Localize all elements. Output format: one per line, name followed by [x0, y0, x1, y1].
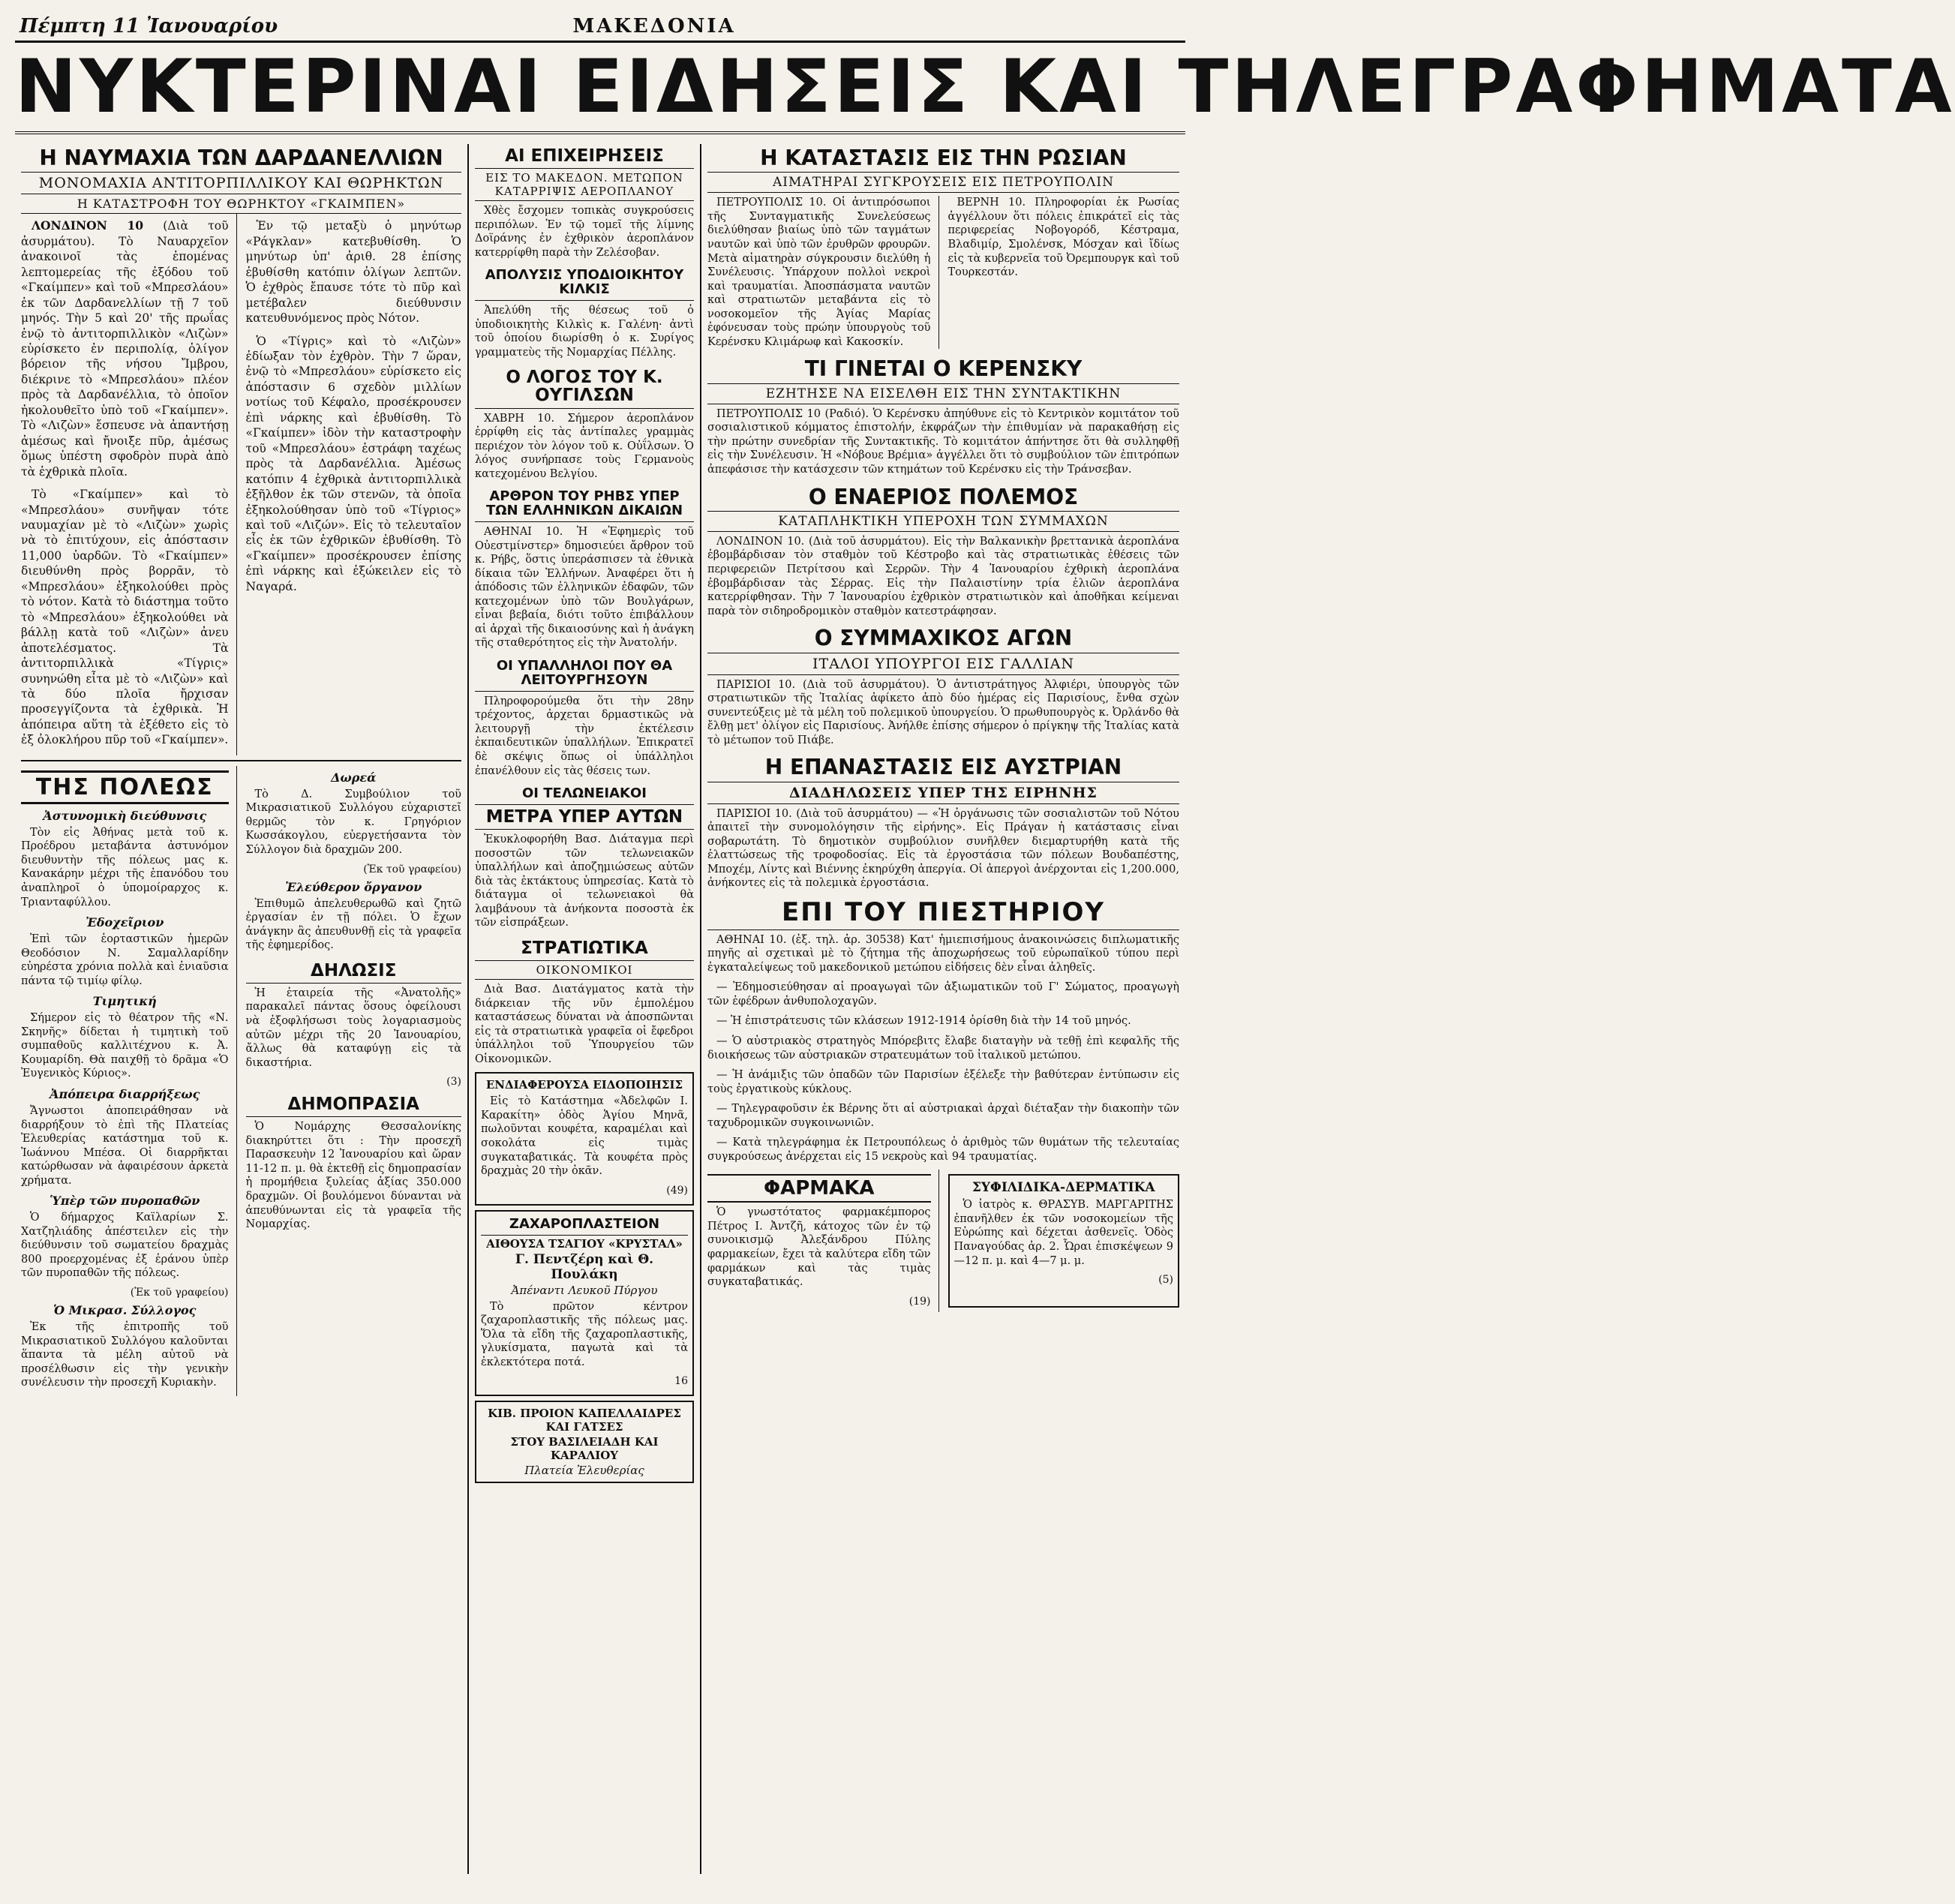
- air-war-subhead: ΚΑΤΑΠΛΗΚΤΙΚΗ ΥΠΕΡΟΧΗ ΤΩΝ ΣΥΜΜΑΧΩΝ: [707, 512, 1179, 532]
- officials-text: Πληροφορούμεθα ὅτι τὴν 28ην τρέχοντος, ἀρχεται δρμαστικῶς νὰ λειτουργῇ τὴν ἐκτέλεσιν ἐκπαιδευτικῶν ὑπαλλήλων. Ἐπικρατεῖ δὲ σκέψις ὅπως οἱ ὑπάλληλοι ἐπανέλθουν εἰς τὰς θέσεις των.: [475, 695, 694, 777]
- ad2-headline: ΖΑΧΑΡΟΠΛΑΣΤΕΙΟΝ: [481, 1215, 688, 1236]
- rubric-free-organ-text: Ἐπιθυμῶ ἀπελευθερωθῶ καὶ ζητῶ ἐργασίαν ἐν τῇ πόλει. Ὁ ἔχων ἀνάγκην ἂς ἀπευθυνθῇ εἰς τὰ γραφεῖα τῆς ἐφημερίδος.: [245, 897, 461, 952]
- rubric-fire-victims-ref: (Ἐκ τοῦ γραφείου): [130, 1287, 229, 1299]
- russia-headline: Η ΚΑΤΑΣΤΑΣΙΣ ΕΙΣ ΤΗΝ ΡΩΣΙΑΝ: [707, 144, 1179, 173]
- press-item: — Τηλεγραφοῦσιν ἐκ Βέρνης ὅτι αἱ αὐστριακαὶ ἀρχαὶ διέταξαν τὴν διακοπὴν τῶν ταχυδρομικῶν συγκοινωνιῶν.: [707, 1103, 1179, 1129]
- ad3-subhead: ΣΤΟΥ ΒΑΣΙΛΕΙΑΔΗ ΚΑΙ ΚΑΡΑΛΙΟΥ: [510, 1435, 659, 1463]
- ad1-text: Εἰς τὸ Κατάστημα «Ἀδελφῶν Ι. Καρακίτη» ὁδὸς Ἁγίου Μηνᾶ, πωλοῦνται κουφέτα, καραμέλαι καὶ σοκολάτα εἰς τιμὰς συγκαταβατικάς. Τὰ κουφέτα πρὸς δραχμὰς 20 τὴν ὀκᾶν.: [481, 1095, 688, 1178]
- ad-hats: [475, 1401, 694, 1483]
- rubric-donation-ref: (Ἐκ τοῦ γραφείου): [363, 863, 461, 875]
- russia-text: ΠΕΤΡΟΥΠΟΛΙΣ 10. Οἱ ἀντιπρόσωποι τῆς Συνταγματικῆς Συνελεύσεως διελύθησαν βιαίως ὑπὸ τῶν ταγμάτων ναυτῶν καὶ ὑπὸ τῶν ἐρυθρῶν φρουρῶν. Μετὰ αἱματηρὰν σύγκρουσιν διελύθη ἡ Συνέλευσις. Ὑπάρχουν πολλοὶ νεκροὶ καὶ τραυματίαι. Ἀποσπάσματα ναυτῶν καὶ στρατιωτῶν μεταβάντα εἰς τὸ νοσοκομεῖον τῆς Ἁγίας Μαρίας ἐφόνευσαν τοὺς πρώην ὑπουργοὺς τοῦ Κερένσκυ Κλιμάρωφ καὶ Κακοσκίν.: [707, 196, 939, 349]
- pharma-headline: ΦΑΡΜΑΚΑ: [707, 1174, 931, 1203]
- subhead-duel: ΜΟΝΟΜΑΧΙΑ ΑΝΤΙΤΟΡΠΙΛΛΙΚΟΥ ΚΑΙ ΘΩΡΗΚΤΩΝ: [21, 173, 461, 194]
- auction-headline: ΔΗΜΟΠΡΑΣΙΑ: [246, 1092, 462, 1117]
- rubric-police-text: Τὸν εἰς Ἀθήνας μετὰ τοῦ κ. Προέδρου μεταβάντα ἀστυνόμον διευθυντὴν τῆς πόλεως μας κ. Κανακάρην μέχρι τῆς ἐπανόδου του ἀναπληροῖ ὁ ὑπομοίραρχος κ. Τριανταφύλλου.: [21, 826, 229, 908]
- kerensky-text: ΠΕΤΡΟΥΠΟΛΙΣ 10 (Ραδιό). Ὁ Κερένσκυ ἀπηύθυνε εἰς τὸ Κεντρικὸν κομιτάτον τοῦ σοσιαλιστικοῦ κόμματος ἐπιστολήν, ἐκφράζων τὴν ἐπιθυμίαν νὰ παρακαθήσῃ εἰς τὴν πρώτην συνεδρίαν τῆς Συντακτικῆς. Τὸ κομιτάτον ἀπήντησε ὅτι θὰ συλληφθῇ εἰς τὴν Συνέλευσιν. Ἡ «Νόβουε Βρέμια» ἀγγέλλει ὅτι τὸ συμβούλιον τῶν ἐπιτρόπων ἀπεφάσισε τὴν κατάσχεσιν τῶν κτημάτων τοῦ Κερένσκυ εἰς τὴν Τράνσεβαν.: [707, 407, 1179, 476]
- naval-article-col-a: [21, 214, 237, 755]
- rubric-burglary: Ἀπόπειρα διαρρήξεως: [50, 1087, 200, 1101]
- press-item: — Ἡ ἐπιστράτευσις τῶν κλάσεων 1912-1914 ὁρίσθη διὰ τὴν 14 τοῦ μηνός.: [716, 1015, 1131, 1028]
- naval-article-col-b: [246, 214, 462, 755]
- columns: [15, 144, 1185, 1874]
- customs-headline: ΟΙ ΤΕΛΩΝΕΙΑΚΟΙ: [475, 784, 694, 805]
- ad3-address: Πλατεία Ἐλευθερίας: [524, 1464, 644, 1478]
- doctor-headline: ΣΥΦΙΛΙΔΙΚΑ-ΔΕΡΜΑΤΙΚΑ: [971, 1180, 1155, 1196]
- pharma-number: (19): [908, 1295, 931, 1308]
- rubric-police: Ἀστυνομικὴ διεύθυνσις: [43, 808, 207, 823]
- rubric-fire-victims: Ὑπὲρ τῶν πυροπαθῶν: [50, 1194, 200, 1209]
- ad-confectionery-notice: [475, 1072, 694, 1205]
- naval-article-p4: Ὁ «Τίγρις» καὶ τὸ «Λιζὼν» ἐδίωξαν τὸν ἐχθρὸν. Τὴν 7 ὥραν, ἐνῷ τὸ «Μπρεσλάου» εὑρίσκετο εἰς ἀπόστασιν 6 σχεδὸν μιλλίων νοτίως τοῦ Κέφαλο, προσέκρουσεν ἐπὶ νάρκης καὶ ἐβυθίσθη. Τὸ «Γκαίμπεν» ἰδὸν τὴν καταστροφὴν τοῦ «Μπρεσλάου» ἐστράφη ταχέως πρὸς τὰ Δαρδανέλλια. Ἀμέσως κατόπιν 4 ἐχθρικὰ ἀντιτορπιλλικὰ ἐξῆλθον ἐκ τῶν στενῶν, τὰ ὁποῖα ἐξηκολούθησαν ὑπὸ τοῦ «Τίγριος» καὶ τοῦ «Λιζών». Εἰς τὸ τελευταῖον εἶς ἐκ τῶν ἐχθρικῶν ἐβυθίσθη. Τὸ «Γκαίμπεν» προσέκρουσεν ἐπίσης ἐπὶ νάρκης καὶ ἐξώκειλεν εἰς τὸ Ναγαρά.: [245, 334, 461, 593]
- issue-date: Πέμπτη 11 Ἰανουαρίου: [20, 15, 278, 38]
- pharma-text: Ὁ γνωστότατος φαρμακέμπορος Πέτρος Ι. Ἀντζῆ, κάτοχος τῶν ἐν τῷ συνοικισμῷ Ἀλεξάνδρου Πύλης φαρμακείων, ἔχει τὰ καλύτερα εἴδη τῶν φαρμάκων καὶ τὰς τιμὰς συγκαταβατικάς.: [707, 1206, 931, 1289]
- ad1-headline: ΕΝΔΙΑΦΕΡΟΥΣΑ ΕΙΔΟΠΟΙΗΣΙΣ: [485, 1078, 683, 1092]
- ad1-number: (49): [666, 1184, 688, 1197]
- military-subhead: ΟΙΚΟΝΟΜΙΚΟΙ: [475, 961, 694, 980]
- city-news: [21, 766, 237, 1396]
- press-item: — Ἐδημοσιεύθησαν αἱ προαγωγαὶ τῶν ἀξιωματικῶν τοῦ Γ' Σώματος, προαγωγὴ τῶν ἐφέδρων ἀνθυπολοχαγῶν.: [707, 981, 1179, 1008]
- divider: [21, 760, 461, 761]
- press-headline: ΕΠΙ ΤΟΥ ΠΙΕΣΤΗΡΙΟΥ: [707, 896, 1179, 930]
- rubric-benefit: Τιμητική: [92, 994, 157, 1009]
- naval-p1-text: (Διὰ τοῦ ἀσυρμάτου). Τὸ Ναυαρχεῖον ἀνακοινοῖ τὰς ἐπομένας λεπτομερείας τῆς ἐξόδου τοῦ «Γκαίμπεν» καὶ τοῦ «Μπρεσλάου» ἐκ τῶν Δαρδανελλίων τῇ 7 τοῦ μηνός. Τὴν 5 καὶ 20' τῆς πρωΐας ἐνῷ τὸ ἀντιτορπιλλικὸν «Λιζὼν» εὑρίσκετο ἐν περιπολίᾳ, ὁλίγον βόρειον τῆς νήσου Ἴμβρου, διέκρινε τὸ «Μπρεσλάου» πλέον πρὸς τὰ Δαρδανέλλια, τὸ ὁποῖον ἠκολουθεῖτο ὑπὸ τοῦ «Γκαίμπεν». Τὸ «Λιζὼν» ἔσπευσε νὰ ἀπαντήσῃ ἀμέσως καὶ ἤνοιξε πῦρ, ἀμέσως ὅμως ὑπέστη σφοδρὸν πυρὰ ἀπὸ τὰ ἐχθρικὰ πλοῖα.: [21, 219, 229, 479]
- customs-text: Ἐκυκλοφορήθη Βασ. Διάταγμα περὶ ποσοστῶν τῶν τελωνειακῶν ὑπαλλήλων καὶ ἀποζημιώσεως αὐτῶν διὰ τὰς ἐκτάκτους ὑπηρεσίας. Κατὰ τὸ διάταγμα οἱ τελωνειακοὶ θὰ λαμβάνουν τὰ ἀνήκοντα ποσοστὰ ἐκ τῶν εἰσπράξεων.: [475, 833, 694, 929]
- subhead-goeben: Η ΚΑΤΑΣΤΡΟΦΗ ΤΟΥ ΘΩΡΗΚΤΟΥ «ΓΚΑΙΜΠΕΝ»: [21, 194, 461, 214]
- press-text: ΑΘΗΝΑΙ 10. (ἐξ. τηλ. ἀρ. 30538) Κατ' ἡμιεπισήμους ἀνακοινώσεις διπλωματικῆς πηγῆς αἱ σχετικαὶ μὲ τὸ ζήτημα τῆς ἀποχωρήσεως τοῦ εὐρωπαϊκοῦ τύπου περὶ ἐγκαταλείψεως τοῦ μακεδονικοῦ μετώπου εἰδήσεις δὲν εἶναι ἀληθεῖς.: [707, 933, 1179, 974]
- ad2-subhead: ΑΙΘΟΥΣΑ ΤΣΑΓΙΟΥ «ΚΡΥΣΤΑΛ»: [486, 1236, 683, 1251]
- rubric-donation: Δωρεά: [331, 770, 377, 785]
- allied-struggle-subhead: ΙΤΑΛΟΙ ΥΠΟΥΡΓΟΙ ΕΙΣ ΓΑΛΛΙΑΝ: [707, 653, 1179, 675]
- ad2-address: Ἀπέναντι Λευκοῦ Πύργου: [511, 1283, 658, 1297]
- austria-subhead: ΔΙΑΔΗΛΩΣΕΙΣ ΥΠΕΡ ΤΗΣ ΕΙΡΗΝΗΣ: [707, 782, 1179, 804]
- operations-headline: ΑΙ ΕΠΙΧΕΙΡΗΣΕΙΣ: [475, 144, 694, 169]
- section-banner: ΝΥΚΤΕΡΙΝΑΙ ΕΙΔΗΣΕΙΣ ΚΑΙ ΤΗΛΕΓΡΑΦΗΜΑΤΑ: [15, 43, 1185, 134]
- operations-text: Χθὲς ἔσχομεν τοπικὰς συγκρούσεις περιπόλων. Ἐν τῷ τομεῖ τῆς λίμνης Δοϊράνης ἐν ἐχθρικὸν ἀεροπλάνον κατερρίφθη παρὰ τὴν Ζελέσοβαν.: [475, 205, 694, 259]
- paper-name: ΜΑΚΕΔΟΝΙΑ: [572, 15, 736, 38]
- operations-subhead: ΕΙΣ ΤΟ ΜΑΚΕΔΟΝ. ΜΕΤΩΠΟΝ ΚΑΤΑΡΡΙΨΙΣ ΑΕΡΟΠΛΑΝΟΥ: [475, 169, 694, 201]
- column-right: [701, 144, 1185, 1874]
- doctor-ad: [948, 1174, 1180, 1307]
- officials-headline: ΟΙ ΥΠΑΛΛΗΛΟΙ ΠΟΥ ΘΑ ΛΕΙΤΟΥΡΓΗΣΟΥΝ: [475, 656, 694, 692]
- auction-text: Ὁ Νομάρχης Θεσσαλονίκης διακηρύττει ὅτι : Τὴν προσεχῆ Παρασκευὴν 12 Ἰανουαρίου καὶ ὥραν 11-12 π. μ. θὰ ἐκτεθῇ εἰς δημοπρασίαν ἡ προμήθεια ξυλείας ἀξίας 350.000 δραχμῶν. Οἱ βουλόμενοι δύνανται νὰ ἀπευθύνωνται εἰς τὰ γραφεῖα τῆς Νομαρχίας.: [245, 1121, 461, 1231]
- austria-text: ΠΑΡΙΣΙΟΙ 10. (Διὰ τοῦ ἀσυρμάτου) — «Ἡ ὀργάνωσις τῶν σοσιαλιστῶν τοῦ Νότου ἀπαιτεῖ τὴν συνομολόγησιν τῆς εἰρήνης». Εἰς Πράγαν ἡ κατάστασις εἶναι σοβαρωτάτη. Τὸ δημοτικὸν συμβούλιον συνῆλθεν διεμαρτυρήθη κατὰ τῆς ἐλαττώσεως τῆς τροφοδοσίας. Εἰς τὰ ἐργοστάσια τῶν πόλεων Βουδαπέστης, Μποχέμ, Λίντς καὶ Βιέννης ἐκηρύχθη ἀπεργία. Οἱ ἀπεργοὶ ἀνέρχονται εἰς 1,200.000, ἀνήκοντες εἰς τὰ πολεμικὰ ἐργοστάσια.: [707, 807, 1179, 890]
- doctor-text: Ὁ ἰατρὸς κ. ΘΡΑΣΥΒ. ΜΑΡΓΑΡΙΤΗΣ ἐπανῆλθεν ἐκ τῶν νοσοκομείων τῆς Εὐρώπης καὶ δέχεται ἀσθενεῖς. Ὁδὸς Παναγούδας ἀρ. 2. Ὧραι ἐπισκέψεων 9—12 π. μ. καὶ 4—7 μ. μ.: [953, 1199, 1173, 1267]
- newspaper-page: [15, 15, 1955, 1874]
- naval-article-p3: Ἐν τῷ μεταξὺ ὁ μηνύτωρ «Ράγκλαν» κατεβυθίσθη. Ὁ μηνύτωρ ὑπ' ἀριθ. 28 ἐπίσης ἐβυθίσθη κατόπιν ὀλίγων λεπτῶν. Ὁ ἐχθρὸς ἔπαυσε τότε τὸ πῦρ καὶ μετέβαλεν διεύθυνσιν κατευθυνόμενος πρὸς Νότον.: [245, 219, 461, 326]
- wilson-speech-headline: Ο ΛΟΓΟΣ ΤΟΥ Κ. ΟΥΓΙΛΣΩΝ: [475, 365, 694, 408]
- declaration-text: Ἡ ἑταιρεία τῆς «Ἀνατολῆς» παρακαλεῖ πάντας ὅσους ὀφείλουσι νὰ ἐξοφλήσωσι τοὺς λογαριασμοὺς αὐτῶν μέχρι τῆς 20 Ἰανουαρίου, ἄλλως θὰ καταφύγῃ εἰς τὰ δικαστήρια.: [245, 987, 461, 1069]
- rubric-free-organ: Ἐλεύθερον ὄργανον: [285, 879, 422, 894]
- allied-struggle-text: ΠΑΡΙΣΙΟΙ 10. (Διὰ τοῦ ἀσυρμάτου). Ὁ ἀντιστράτηγος Ἀλφιέρι, ὑπουργὸς τῶν στρατιωτικῶν τῆς Ἰταλίας ἀφίκετο ἀπὸ δύο ἡμέρας εἰς Παρισίους, ἔνθα σχὼν συνεντεύξεις μὲ τὰ μέλη τοῦ πολεμικοῦ ὑπουργείου. Ὁ πρωθυπουργὸς κ. Ὀρλάνδο θὰ ἔλθῃ μετ' ὀλίγον εἰς Παρισίους. Ἀνήλθε ἐπίσης σήμερον ὁ πρίγκηψ τῆς Ἰταλίας κατὰ τὸ μέτωπον τοῦ Πιάβε.: [707, 678, 1179, 746]
- rubric-asia-minor: Ὁ Μικρασ. Σύλλογος: [53, 1303, 197, 1318]
- allied-struggle-headline: Ο ΣΥΜΜΑΧΙΚΟΣ ΑΓΩΝ: [707, 624, 1179, 653]
- austria-headline: Η ΕΠΑΝΑΣΤΑΣΙΣ ΕΙΣ ΑΥΣΤΡΙΑΝ: [707, 753, 1179, 782]
- ad2-owners: Γ. Πεντζέρη καὶ Θ. Πουλάκη: [515, 1251, 654, 1282]
- air-war-text: ΛΟΝΔΙΝΟΝ 10. (Διὰ τοῦ ἀσυρμάτου). Εἰς τὴν Βαλκανικὴν βρεττανικὰ ἀεροπλάνα ἐβομβάρδισαν τὸν σταθμὸν τοῦ Κέστροβο καὶ τὰς στρατιωτικὰς ἐθέσεις τῶν περιφερειῶν Πετρίτσου καὶ Σερρῶν. Τὴν 4 Ἰανουαρίου ἐχθρικὴ ἀεροπλάνα ἐβομβάρδισαν τὰς Σέρρας. Εἰς τὴν Παλαιστίνην τρία ἐλιῶν ἀεροπλάνα κατερρίφθησαν. Τὴν 7 Ἰανουαρίου ἐχθρικὸν στρατιωτικὸν καὶ ἀποθῆκαι κείμεναι παρὰ τὸν σιδηροδρομικὸν σταθμὸν κατεστράφησαν.: [707, 535, 1179, 617]
- doctor-number: (5): [1158, 1274, 1173, 1287]
- naval-dateline: ΛΟΝΔΙΝΟΝ 10: [32, 218, 144, 233]
- air-war-headline: Ο ΕΝΑΕΡΙΟΣ ΠΟΛΕΜΟΣ: [707, 483, 1179, 512]
- bottom-ads: [707, 1170, 1179, 1311]
- rubric-nameday-text: Ἐπὶ τῶν ἑορταστικῶν ἡμερῶν Θεοδόσιον Ν. Σαμαλλαρίδην εὐηρέστα χρόνια πολλὰ καὶ ἐνιαῦσια πάντα τῷ τιμίῳ φίλῳ.: [21, 933, 229, 987]
- military-headline: ΣΤΡΑΤΙΩΤΙΚΑ: [475, 936, 694, 961]
- ad2-number: 16: [674, 1375, 688, 1388]
- city-news-logo: ΤΗΣ ΠΟΛΕΩΣ: [21, 770, 229, 804]
- russia-body: [707, 193, 1179, 355]
- ad-krystal-cafe: [475, 1210, 694, 1397]
- press-item: — Ἡ ἀνάμιξις τῶν ὀπαδῶν τῶν Παρισίων ἐξέλεξε τὴν βαθύτεραν ἐντύπωσιν εἰς τοὺς ἐργατικοὺς κύκλους.: [707, 1069, 1179, 1095]
- rubric-benefit-text: Σήμερον εἰς τὸ θέατρον τῆς «Ν. Σκηνῆς» δίδεται ἡ τιμητικὴ τοῦ συμπαθοῦς καλλιτέχνου κ. Ἀ. Κουμαρίδη. Θὰ παιχθῇ τὸ δρᾶμα «Ὁ Ἐυγενικὸς Κύριος».: [21, 1012, 229, 1080]
- rubric-donation-text: Τὸ Δ. Συμβούλιον τοῦ Μικρασιατικοῦ Συλλόγου εὐχαριστεῖ θερμῶς τὸν κ. Γρηγόριον Κωσσάκογλου, εὐεργετήσαντα τὸν Σύλλογον διὰ δραχμῶν 200.: [245, 788, 461, 856]
- naval-article-p1: [21, 218, 229, 479]
- naval-article-p2: Τὸ «Γκαίμπεν» καὶ τὸ «Μπρεσλάου» συνῆψαν τότε ναυμαχίαν μὲ τὸ «Λιζὼν» χωρὶς νὰ τὸ ἐπιτύχουν, εἰς ἀπόστασιν 11,000 ὑαρδῶν. Τὸ «Γκαίμπεν» διευθύνθη πρὸς βορρᾶν, τὸ «Μπρεσλάου» ἐξηκολούθει πρὸς τὸ νότον. Κατὰ τὸ διάστημα τοῦτο τὸ «Μπρεσλάου» ἐξηκολούθει νὰ βάλλῃ κατὰ τοῦ «Λιζὼν» ἀνευ ἀποτελέσματος. Τὰ ἀντιτορπιλλικὰ «Τίγρις» συνηνώθη εἶτα μὲ τὸ «Λιζὼν» καὶ τὰ δύο πλοῖα ἤρχισαν προσεγγίζοντα τὰ ἐχθρικὰ. Ἡ ἀπόπειρα αὕτη τὰ ἐξέθετο εἰς τὸ ἐξ ὀλοκλήρου πῦρ τοῦ «Γκαίμπεν».: [21, 488, 229, 747]
- rees-article-headline: ΑΡΘΡΟΝ ΤΟΥ ΡΗΒΣ ΥΠΕΡ ΤΩΝ ΕΛΛΗΝΙΚΩΝ ΔΙΚΑΙΩΝ: [475, 487, 694, 522]
- rubric-burglary-text: Ἄγνωστοι ἀποπειράθησαν νὰ διαρρήξουν τὸ ἐπὶ τῆς Πλατείας Ἐλευθερίας κατάστημα τοῦ κ. Ἰωάννου Μπέσα. Οἱ διαρρῆκται κατώρθωσαν νὰ ἀφαιρέσουν ἀρκετὰ χρήματα.: [21, 1105, 229, 1187]
- release-text: Ἀπελύθη τῆς θέσεως τοῦ ὁ ὑποδιοικητὴς Κιλκὶς κ. Γαλένη· ἀντὶ τοῦ ὁποίου διωρίσθη ὁ κ. Συρίγος γραμματεὺς τῆς Νομαρχίας Πέλλης.: [475, 305, 694, 359]
- press-item: — Ὁ αὐστριακὸς στρατηγὸς Μπόρεβιτς ἔλαβε διαταγὴν νὰ τεθῇ ἐπὶ κεφαλῆς τῆς διοικήσεως τῶν αὐστριακῶν στρατευμάτων τοῦ ἰταλικοῦ μετώπου.: [707, 1035, 1179, 1062]
- russia-subhead: ΑΙΜΑΤΗΡΑΙ ΣΥΓΚΡΟΥΣΕΙΣ ΕΙΣ ΠΕΤΡΟΥΠΟΛΙΝ: [707, 173, 1179, 193]
- rubric-asia-minor-text: Ἐκ τῆς ἐπιτροπῆς τοῦ Μικρασιατικοῦ Συλλόγου καλοῦνται ἅπαντα τὰ μέλη αὐτοῦ νὰ προσέλθωσιν εἰς τὴν γενικὴν συνέλευσιν τὴν προσεχῆ Κυριακὴν.: [21, 1321, 229, 1389]
- russia-text-2: ΒΕΡΝΗ 10. Πληροφορίαι ἐκ Ρωσίας ἀγγέλλουν ὅτι πόλεις ἐπικράτεῖ εἰς τὰς περιφερείας Νοβογορόδ, Κέστραμα, Βλαδιμίρ, Σμολένσκ, Μόσχαν καὶ ἴδίως εἰς τὰ κυβερνεῖα τοῦ Ὀρεμπουργκ καὶ τοῦ Τουρκεστάν.: [947, 197, 1179, 279]
- column-middle: [469, 144, 701, 1874]
- rubric-fire-victims-text: Ὁ δήμαρχος Καϊλαρίων Σ. Χατζηλιάδης ἀπέστειλεν εἰς τὴν διεύθυνσιν τοῦ σωματείου δραχμὰς 800 προερχομένας ἐξ ἐράνου ὑπὲρ τῶν πυροπαθῶν τῆς πόλεως.: [21, 1212, 229, 1280]
- naval-article-body: [21, 214, 461, 755]
- ad2-text: Τὸ πρῶτον κέντρον ζαχαροπλαστικῆς τῆς πόλεως μας. Ὅλα τὰ εἴδη τῆς ζαχαροπλαστικῆς, γλυκίσματα, παγωτὰ καὶ τὰ ἐκλεκτότερα ποτά.: [481, 1300, 688, 1368]
- declaration-number: (3): [446, 1076, 461, 1089]
- city-news-right: [246, 766, 462, 1396]
- kerensky-subhead: ΕΖΗΤΗΣΕ ΝΑ ΕΙΣΕΛΘΗ ΕΙΣ ΤΗΝ ΣΥΝΤΑΚΤΙΚΗΝ: [707, 384, 1179, 404]
- customs-subhead: ΜΕΤΡΑ ΥΠΕΡ ΑΥΤΩΝ: [475, 805, 694, 830]
- rees-article-text: ΑΘΗΝΑΙ 10. Ἡ «Ἐφημερὶς τοῦ Οὐεστμίνστερ» δημοσιεύει ἄρθρον τοῦ κ. Ρήβς, ὅστις ὑπεράσπισεν τὰ ἐθνικὰ δίκαια τῶν Ἑλλήνων. Ἀναφέρει ὅτι ἡ ἀπόδοσις τῶν ἑλληνικῶν ἐδαφῶν, τῶν κατεχομένων ὑπὸ τῶν Βουλγάρων, εἶναι βεβαία, διότι τοῦτο ἐπιβάλλουν αἱ ἀρχαὶ τῆς δικαιοσύνης καὶ ἡ ἀνάγκη τῆς σταθερότητος εἰς τὴν Ἀνατολήν.: [475, 526, 694, 650]
- declaration-headline: ΔΗΛΩΣΙΣ: [246, 959, 462, 984]
- column-left: [15, 144, 469, 1874]
- headline-naval-battle: Η ΝΑΥΜΑΧΙΑ ΤΩΝ ΔΑΡΔΑΝΕΛΛΙΩΝ: [21, 144, 461, 173]
- city-section: [21, 766, 461, 1396]
- kerensky-headline: ΤΙ ΓΙΝΕΤΑΙ Ο ΚΕΡΕΝΣΚΥ: [707, 355, 1179, 383]
- military-text: Διὰ Βασ. Διατάγματος κατὰ τὴν διάρκειαν τῆς νῦν ἐμπολέμου καταστάσεως δύναται νὰ ἀποσπῶνται εἰς τὰ στρατιωτικὰ γραφεῖα οἱ ἔφεδροι ὑπάλληλοι τοῦ Ὑπουργείου τῶν Οἰκονομικῶν.: [475, 984, 694, 1065]
- ad3-headline: ΚΙΒ. ΠΡΟΙΟΝ ΚΑΠΕΛΛΑΙΔΡΕΣ ΚΑΙ ΓΑΤΣΕΣ: [488, 1407, 681, 1434]
- pharma-ad: [707, 1170, 939, 1311]
- wilson-speech-text: ΧΑΒΡΗ 10. Σήμερον ἀεροπλάνον ἐρρίφθη εἰς τὰς ἀντίπαλες γραμμὰς περιέχον τὸν λόγον τοῦ κ. Οὐΐλσων. Ὁ λόγος συνήρπασε τοὺς Γερμανοὺς κατεχομένου Βελγίου.: [475, 412, 694, 480]
- release-headline: ΑΠΟΛΥΣΙΣ ΥΠΟΔΙΟΙΚΗΤΟΥ ΚΙΛΚΙΣ: [475, 266, 694, 301]
- masthead-line: [15, 15, 1185, 43]
- rubric-nameday: Ἐδοχεῖριον: [86, 915, 164, 930]
- press-item: — Κατὰ τηλεγράφημα ἐκ Πετρουπόλεως ὁ ἀριθμὸς τῶν θυμάτων τῆς τελευταίας συγκρούσεως ἀνέρχεται εἰς 15 νεκροὺς καὶ 94 τραυματίας.: [707, 1137, 1179, 1163]
